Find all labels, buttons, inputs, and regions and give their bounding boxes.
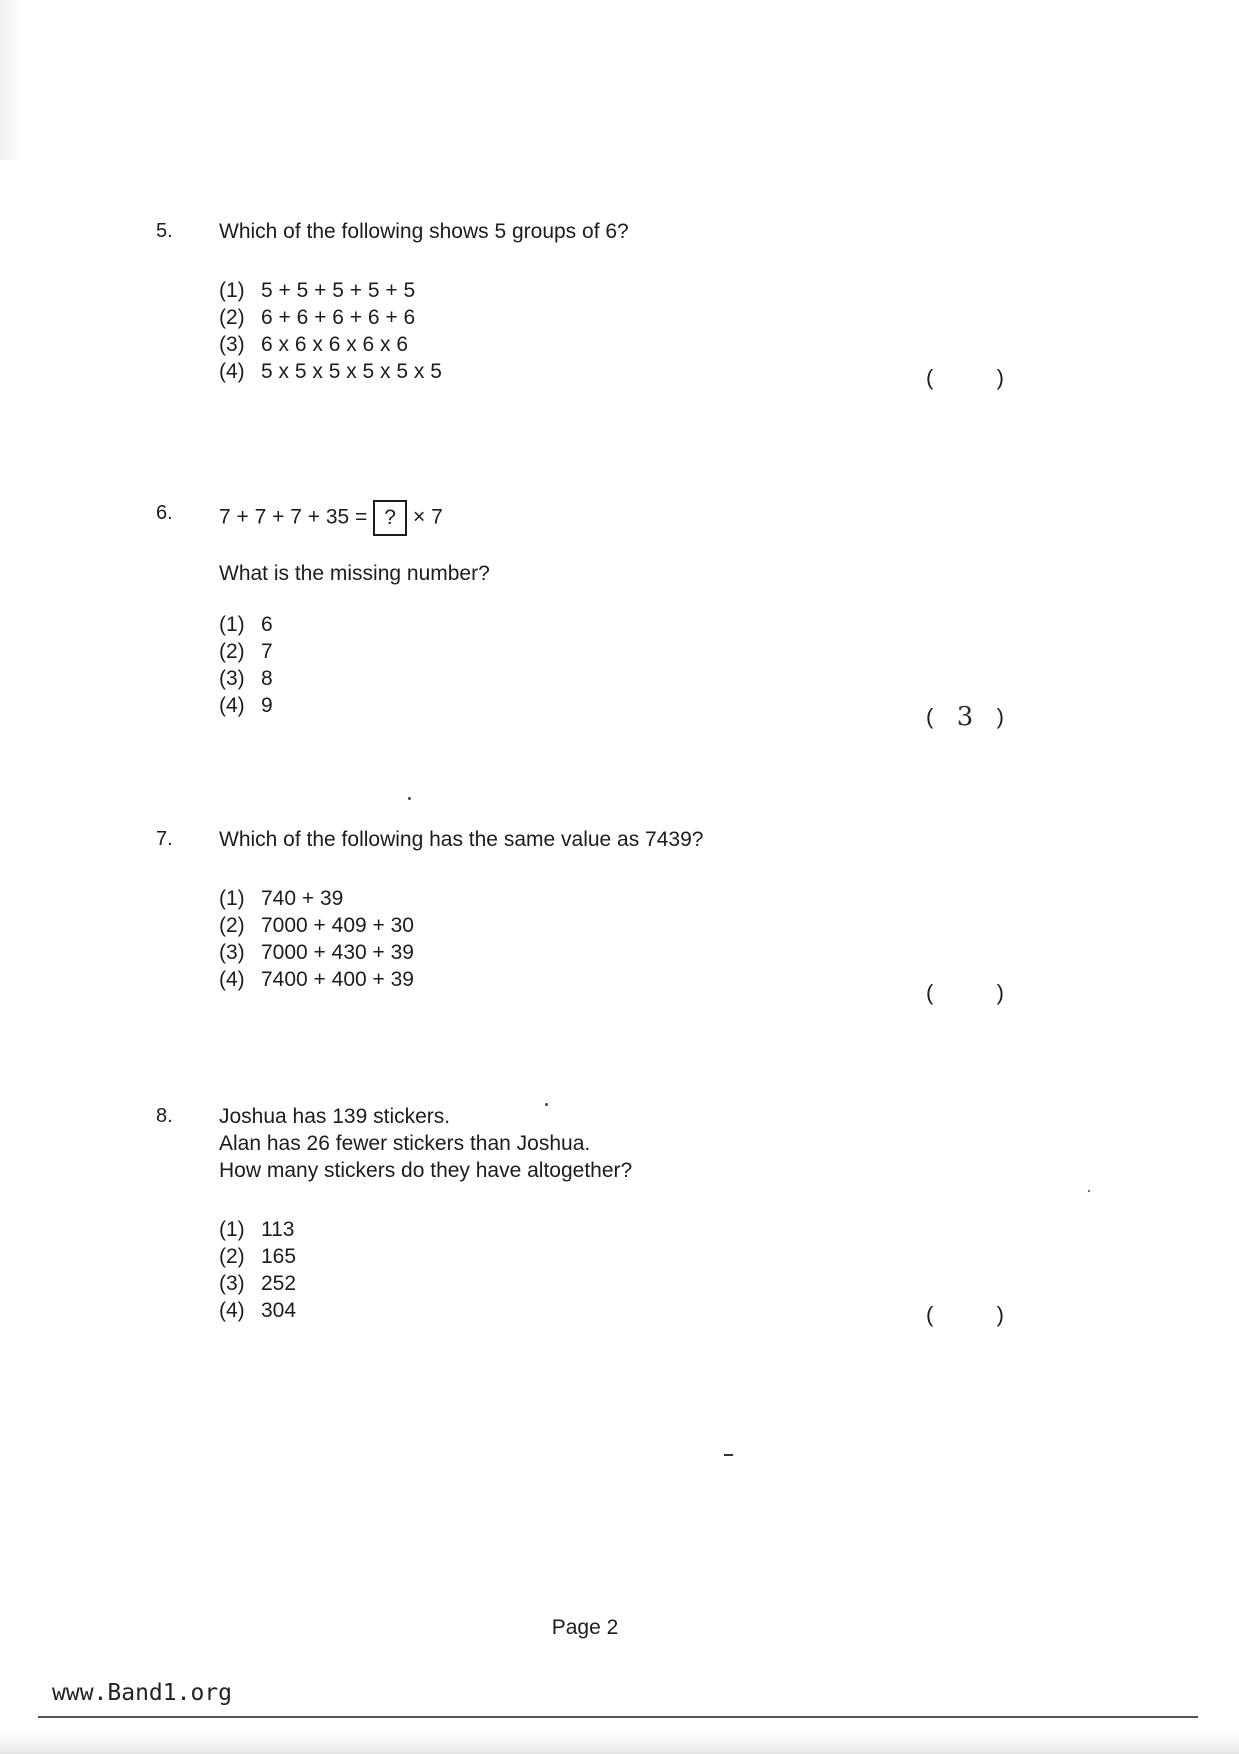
- option-1[interactable]: [219, 611, 1039, 638]
- question-stem: Which of the following has the same value as 7439?: [219, 828, 704, 851]
- option-list: [219, 885, 1039, 993]
- option-label: (3): [219, 667, 245, 690]
- option-text: 6 + 6 + 6 + 6 + 6: [261, 306, 416, 329]
- option-1[interactable]: [219, 277, 1039, 304]
- question-body: [219, 1103, 1039, 1324]
- option-label: (2): [219, 306, 245, 329]
- option-label: (1): [219, 279, 245, 302]
- option-list: [219, 1216, 1039, 1324]
- option-label: (4): [219, 1299, 245, 1322]
- option-3[interactable]: [219, 1270, 1039, 1297]
- option-2[interactable]: [219, 638, 1039, 665]
- option-text: 7000 + 409 + 30: [261, 914, 414, 937]
- question-stem: [219, 1103, 1039, 1184]
- question-body: [219, 826, 1039, 993]
- option-text: 5 x 5 x 5 x 5 x 5 x 5: [261, 360, 442, 383]
- option-text: 304: [261, 1299, 297, 1322]
- question-number: 7.: [156, 828, 173, 850]
- option-1[interactable]: [219, 1216, 1039, 1243]
- option-label: (1): [219, 613, 245, 636]
- scan-shadow-left: [0, 0, 22, 160]
- option-text: 5 + 5 + 5 + 5 + 5: [261, 279, 416, 302]
- bracket-close: ): [996, 704, 1004, 729]
- option-label: (3): [219, 333, 245, 356]
- bracket-open: (: [926, 704, 934, 729]
- option-label: (4): [219, 968, 245, 991]
- option-text: 6 x 6 x 6 x 6 x 6: [261, 333, 409, 356]
- question-body: [219, 500, 1039, 719]
- equation-right: × 7: [412, 505, 443, 529]
- missing-number-box: ?: [373, 500, 407, 536]
- page-number: Page 2: [551, 1616, 619, 1639]
- answer-bracket[interactable]: [926, 702, 1004, 732]
- option-text: 7: [261, 640, 273, 663]
- question-number: 5.: [156, 220, 173, 242]
- option-label: (2): [219, 1245, 245, 1268]
- scan-speck: [408, 797, 411, 800]
- option-list: [219, 277, 1039, 385]
- question-number: 8.: [156, 1105, 173, 1127]
- bracket-close: ): [996, 1302, 1004, 1327]
- bracket-close: ): [996, 365, 1004, 390]
- option-label: (3): [219, 1272, 245, 1295]
- scan-speck: [545, 1103, 548, 1106]
- option-text: 9: [261, 694, 273, 717]
- option-text: 252: [261, 1272, 297, 1295]
- equation-left: 7 + 7 + 7 + 35 =: [219, 505, 368, 529]
- option-1[interactable]: [219, 885, 1039, 912]
- bracket-open: (: [926, 1302, 934, 1327]
- answer-bracket[interactable]: [926, 978, 1004, 1008]
- scan-mark: [724, 1454, 733, 1456]
- option-text: 165: [261, 1245, 297, 1268]
- question-prompt: What is the missing number?: [219, 562, 490, 585]
- option-label: (4): [219, 694, 245, 717]
- equation: [219, 500, 1039, 536]
- option-label: (1): [219, 1218, 245, 1241]
- option-label: (4): [219, 360, 245, 383]
- bracket-open: (: [926, 980, 934, 1005]
- question-number: 6.: [156, 502, 173, 524]
- bracket-close: ): [996, 980, 1004, 1005]
- option-2[interactable]: [219, 304, 1039, 331]
- stem-line: Alan has 26 fewer stickers than Joshua.: [219, 1132, 591, 1155]
- footer-rule: [38, 1716, 1198, 1718]
- option-list: [219, 611, 1039, 719]
- option-label: (2): [219, 914, 245, 937]
- stem-line: How many stickers do they have altogether?: [219, 1159, 633, 1182]
- option-3[interactable]: [219, 939, 1039, 966]
- option-text: 7400 + 400 + 39: [261, 968, 414, 991]
- option-4[interactable]: [219, 966, 1039, 993]
- option-4[interactable]: [219, 1297, 1039, 1324]
- option-text: 8: [261, 667, 273, 690]
- option-text: 740 + 39: [261, 887, 344, 910]
- handwritten-answer: 3: [956, 702, 974, 732]
- option-3[interactable]: [219, 665, 1039, 692]
- watermark[interactable]: www.Band1.org: [52, 1680, 233, 1706]
- option-text: 113: [261, 1218, 295, 1241]
- option-2[interactable]: [219, 912, 1039, 939]
- option-4[interactable]: [219, 358, 1039, 385]
- bracket-open: (: [926, 365, 934, 390]
- option-2[interactable]: [219, 1243, 1039, 1270]
- option-label: (2): [219, 640, 245, 663]
- option-text: 6: [261, 613, 273, 636]
- option-label: (1): [219, 887, 245, 910]
- question-stem: Which of the following shows 5 groups of 6?: [219, 220, 629, 243]
- answer-bracket[interactable]: [926, 1300, 1004, 1330]
- scan-shadow-bottom: [0, 1732, 1239, 1754]
- option-text: 7000 + 430 + 39: [261, 941, 414, 964]
- option-4[interactable]: [219, 692, 1039, 719]
- answer-bracket[interactable]: [926, 363, 1004, 393]
- stem-line: Joshua has 139 stickers.: [219, 1105, 451, 1128]
- question-body: [219, 218, 1039, 385]
- option-label: (3): [219, 941, 245, 964]
- scan-speck: [1088, 1190, 1090, 1192]
- option-3[interactable]: [219, 331, 1039, 358]
